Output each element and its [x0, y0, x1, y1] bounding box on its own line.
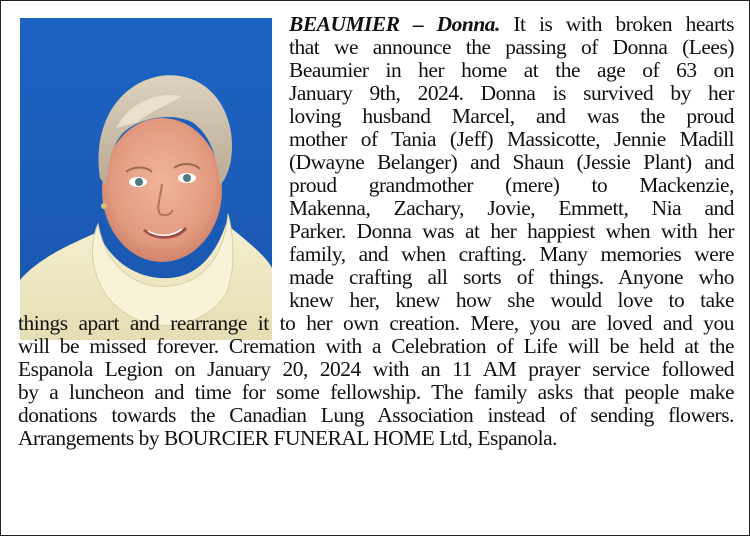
obituary-line-12: made crafting all sorts of things. Anyone who	[289, 265, 734, 289]
obituary-line-16: Espanola Legion on January 20, 2024 with an 11 AM prayer service followed	[18, 357, 734, 381]
obituary-line-5: loving husband Marcel, and was the proud	[289, 104, 734, 128]
obituary-line-10: Parker. Donna was at her happiest when with her	[289, 219, 734, 243]
obituary-line-19: Arrangements by BOURCIER FUNERAL HOME Ltd, Espanola.	[18, 426, 558, 450]
obituary-line-13: knew her, knew how she would love to take	[289, 288, 734, 312]
deceased-name: BEAUMIER – Donna.	[289, 12, 500, 36]
obituary-line-4: January 9th, 2024. Donna is survived by her	[289, 81, 734, 105]
obituary-line-7: (Dwayne Belanger) and Shaun (Jessie Plant) and	[289, 150, 734, 174]
obituary-line-8: proud grandmother (mere) to Mackenzie,	[289, 173, 734, 197]
obituary-line-14: things apart and rearrange it to her own creation. Mere, you are loved and you	[18, 311, 734, 335]
obituary-line-15: will be missed forever. Cremation with a Celebration of Life will be held at the	[18, 334, 734, 358]
obituary-line-6: mother of Tania (Jeff) Massicotte, Jennie Madill	[289, 127, 734, 151]
obituary-line-1: BEAUMIER – Donna. It is with broken hearts	[289, 12, 734, 36]
obituary-line-2: that we announce the passing of Donna (Lees)	[289, 35, 734, 59]
obituary-line-9: Makenna, Zachary, Jovie, Emmett, Nia and	[289, 196, 734, 220]
obituary-text	[1, 1, 750, 537]
obituary-line-18: donations towards the Canadian Lung Association instead of sending flowers.	[18, 403, 734, 427]
obituary-line-3: Beaumier in her home at the age of 63 on	[289, 58, 734, 82]
obituary-line-17: by a luncheon and time for some fellowship. The family asks that people make	[18, 380, 734, 404]
obituary-line-11: family, and when crafting. Many memories were	[289, 242, 734, 266]
